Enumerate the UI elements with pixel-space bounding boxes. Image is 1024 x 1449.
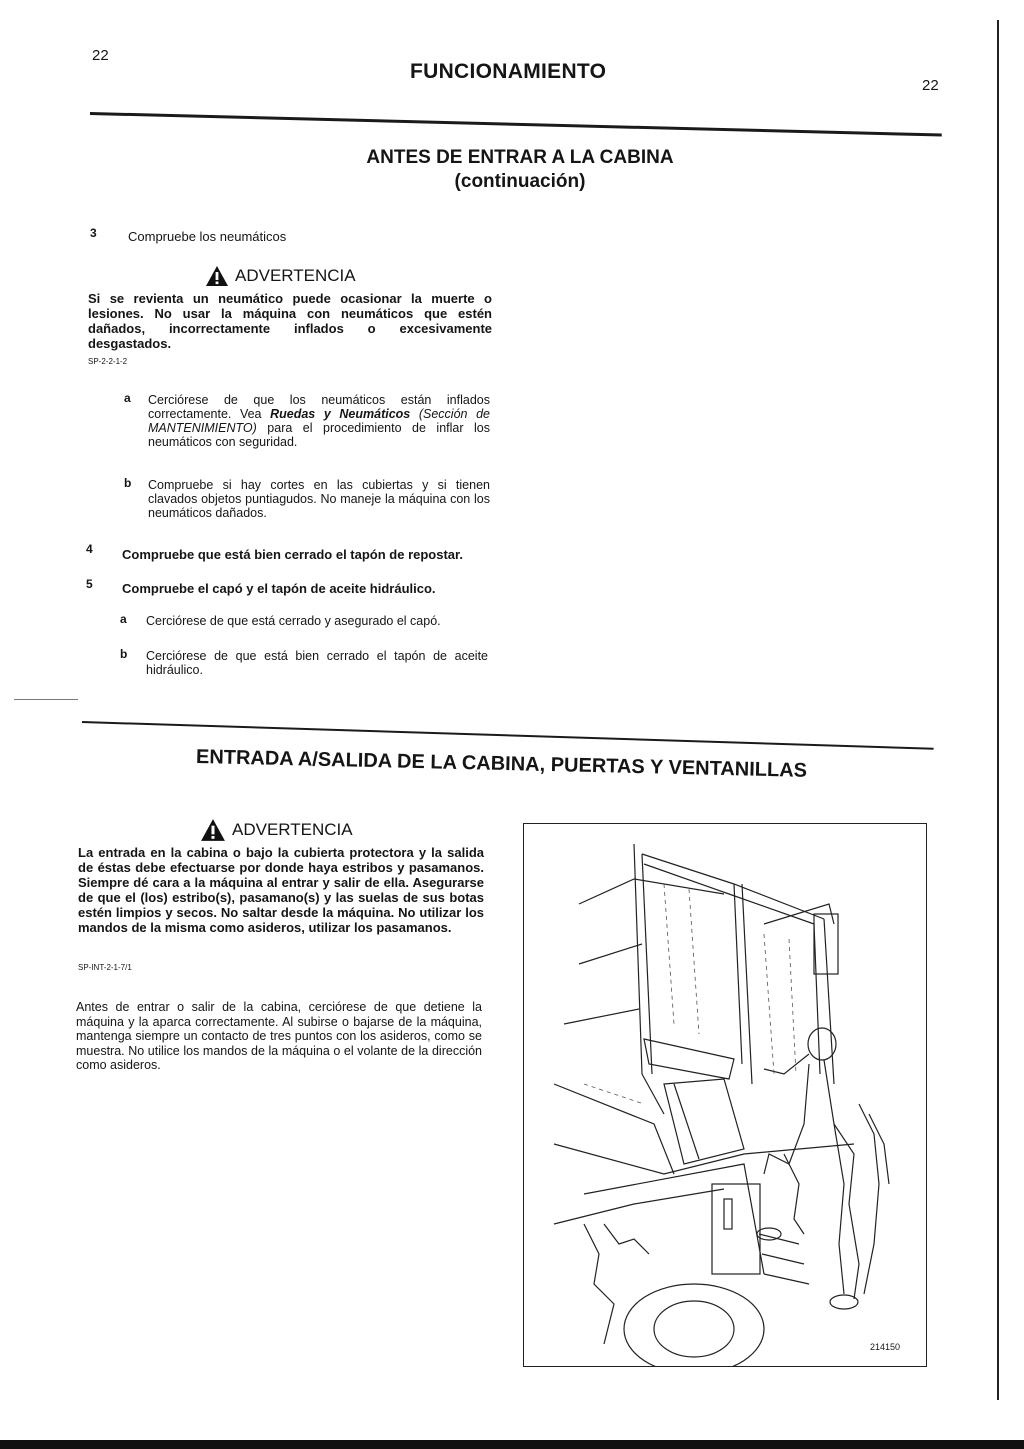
figure-number: 214150 — [870, 1342, 901, 1352]
item-3a-letter: a — [124, 391, 131, 405]
warning-2-text: La entrada en la cabina o bajo la cubierta protectora y la salida de éstas debe efectuarse por donde haya estribos y pasamanos. Siempre dé cara a la máquina al entrar y salir de ella. Asegurarse de que el (los) estribo(s), pasamano(s) y las suelas de sus botas estén limpios y secos. No saltar desde la máquina. No utilizar los mandos de la misma como asideros, utilizar los pasamanos. — [78, 845, 484, 935]
warning-1-text: Si se revienta un neumático puede ocasionar la muerte o lesiones. No usar la máquina con neumáticos que estén dañados, incorrectamente inflados o excesivamente desgastados. — [88, 291, 492, 351]
item-3a-reference-section: (Sección de MANTENIMIENTO) — [148, 407, 490, 435]
scan-edge-right — [997, 20, 999, 1400]
warning-1-code: SP-2-2-1-2 — [88, 357, 128, 366]
item-4-text: Compruebe que está bien cerrado el tapón de repostar. — [122, 547, 463, 562]
item-3a-text — [148, 393, 490, 449]
scan-edge-bottom — [0, 1440, 1024, 1449]
warning-triangle-icon — [205, 265, 229, 287]
section2-title: ENTRADA A/SALIDA DE LA CABINA, PUERTAS Y VENTANILLAS — [195, 746, 808, 782]
item-3-number: 3 — [90, 226, 97, 240]
item-4-number: 4 — [86, 542, 93, 556]
scan-mark — [14, 699, 78, 700]
warning-1-heading — [205, 265, 356, 287]
item-3-text: Compruebe los neumáticos — [128, 229, 287, 244]
item-5a-text: Cerciórese de que está cerrado y asegurado el capó. — [146, 614, 441, 628]
item-5-number: 5 — [86, 577, 93, 591]
warning-1-label: ADVERTENCIA — [235, 266, 356, 285]
section1-title-line1: ANTES DE ENTRAR A LA CABINA — [366, 147, 674, 168]
section1-title — [330, 146, 710, 194]
page-header-title: FUNCIONAMIENTO — [410, 60, 607, 83]
warning-2-heading — [200, 818, 353, 842]
warning-2-code: SP-INT-2-1-7/1 — [78, 963, 132, 972]
item-5a-letter: a — [120, 612, 127, 626]
item-3a-text-after: para el procedimiento de inflar los neumáticos con seguridad. — [148, 421, 490, 449]
item-5b-letter: b — [120, 647, 128, 661]
item-5-text: Compruebe el capó y el tapón de aceite hidráulico. — [122, 581, 436, 596]
item-3b-text: Compruebe si hay cortes en las cubiertas y si tienen clavados objetos puntiagudos. No maneje la máquina con los neumáticos dañados. — [148, 478, 490, 520]
section2-body-text: Antes de entrar o salir de la cabina, cerciórese de que detiene la máquina y la aparca correctamente. Al subirse o bajarse de la máquina, mantenga siempre un contacto de tres puntos con los asideros, como se muestra. No utilice los mandos de la máquina o el volante de la dirección como asideros. — [76, 1000, 482, 1072]
item-3b-letter: b — [124, 476, 132, 490]
item-3a-reference: Ruedas y Neumáticos — [270, 407, 411, 421]
header-rule — [90, 112, 942, 137]
warning-2-label: ADVERTENCIA — [232, 820, 353, 839]
warning-triangle-icon — [200, 818, 226, 842]
figure-cab-entry — [523, 823, 927, 1367]
section1-title-line2: (continuación) — [454, 171, 586, 192]
page-number-left: 22 — [92, 47, 109, 64]
item-5b-text: Cerciórese de que está bien cerrado el tapón de aceite hidráulico. — [146, 649, 488, 677]
operator-climbing-cab-illustration — [524, 824, 926, 1366]
page-number-right: 22 — [922, 77, 939, 94]
item-3a-text-before: Cerciórese de que los neumáticos están inflados correctamente. Vea — [148, 393, 490, 421]
